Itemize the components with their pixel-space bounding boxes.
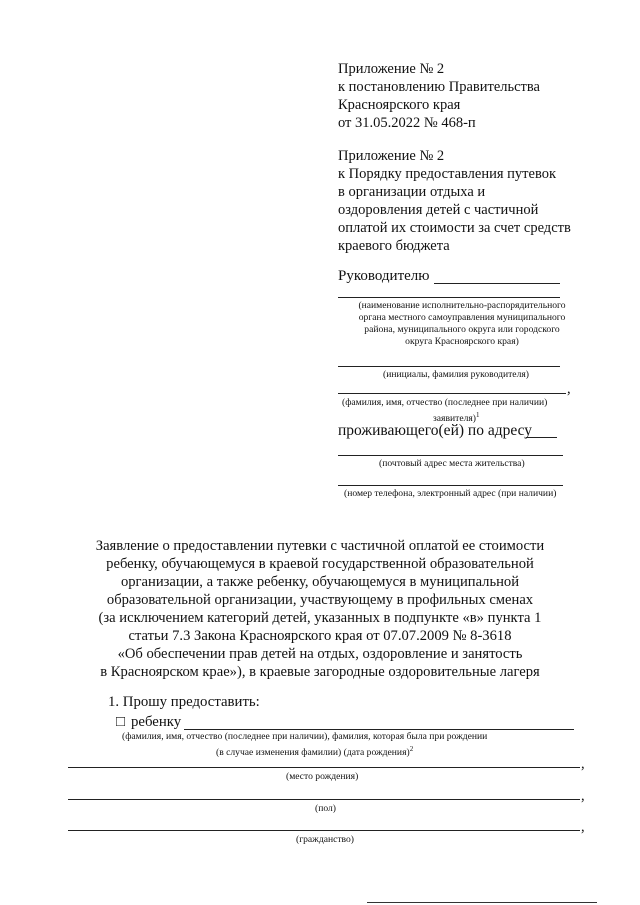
- appendix-line: оздоровления детей с частичной: [338, 202, 539, 218]
- applicant-caption: (фамилия, имя, отчество (последнее при наличии): [342, 397, 548, 408]
- title-line: Заявление о предоставлении путевки с частичной оплатой ее стоимости: [95, 538, 545, 554]
- address-inline-field[interactable]: [526, 437, 557, 438]
- contact-caption: (номер телефона, электронный адрес (при наличии): [344, 488, 557, 499]
- comma: ,: [581, 788, 585, 804]
- appendix-line: Приложение № 2: [338, 148, 445, 164]
- applicant-name-field[interactable]: [338, 393, 566, 394]
- appendix-line: Приложение № 2: [338, 61, 445, 77]
- checkbox-icon[interactable]: □: [116, 714, 126, 730]
- sex-field[interactable]: [68, 799, 580, 800]
- birthplace-caption: (место рождения): [286, 771, 359, 782]
- org-caption-line: (наименование исполнительно-распорядительного: [358, 300, 566, 311]
- head-caption: (инициалы, фамилия руководителя): [383, 369, 529, 380]
- head-label: Руководителю: [338, 268, 430, 284]
- appendix-line: оплатой их стоимости за счет средств: [338, 220, 571, 236]
- sex-caption: (пол): [315, 803, 336, 814]
- child-caption: (фамилия, имя, отчество (последнее при наличии), фамилия, которая была при рождении: [122, 731, 488, 742]
- org-caption-line: органа местного самоуправления муниципального: [358, 312, 566, 323]
- address-caption: (почтовый адрес места жительства): [379, 458, 525, 469]
- address-field[interactable]: [338, 455, 563, 456]
- footnote-separator: [367, 902, 597, 903]
- appendix-line: от 31.05.2022 № 468-п: [338, 115, 476, 131]
- appendix-line: к Порядку предоставления путевок: [338, 166, 556, 182]
- appendix-line: к постановлению Правительства: [338, 79, 540, 95]
- title-line: образовательной организации, участвующему в профильных сменах: [106, 592, 534, 608]
- title-line: «Об обеспечении прав детей на отдых, оздоровление и занятость: [117, 646, 523, 662]
- org-caption-line: района, муниципального округа или городского: [364, 324, 560, 335]
- title-line: ребенку, обучающемуся в краевой государственной образовательной: [106, 556, 534, 572]
- birthplace-field[interactable]: [68, 767, 580, 768]
- child-caption: (в случае изменения фамилии) (дата рождения)$^2$: [216, 745, 414, 759]
- applicant-caption: заявителя)$^1$: [433, 411, 480, 425]
- appendix-line: Красноярского края: [338, 97, 461, 113]
- appendix-line: в организации отдыха и: [338, 184, 486, 200]
- item-1-heading: 1. Прошу предоставить:: [108, 694, 260, 710]
- comma: ,: [581, 756, 585, 772]
- contact-field[interactable]: [338, 485, 563, 486]
- head-initials-field[interactable]: [338, 366, 560, 367]
- appendix-line: краевого бюджета: [338, 238, 450, 254]
- citizenship-field[interactable]: [68, 830, 580, 831]
- comma: ,: [567, 381, 571, 397]
- org-name-field[interactable]: [338, 297, 560, 298]
- child-label: ребенку: [131, 714, 182, 730]
- title-line: статьи 7.3 Закона Красноярского края от 07.07.2009 № 8-3618: [128, 628, 512, 644]
- comma: ,: [581, 819, 585, 835]
- title-line: организации, а также ребенку, обучающемуся в муниципальной: [120, 574, 520, 590]
- head-name-field[interactable]: [434, 283, 560, 284]
- citizenship-caption: (гражданство): [296, 834, 354, 845]
- title-line: (за исключением категорий детей, указанных в подпункте «в» пункта 1: [98, 610, 542, 626]
- residing-label: проживающего(ей) по адресу: [338, 422, 533, 439]
- child-name-field[interactable]: [184, 729, 574, 730]
- title-line: в Красноярском крае»), в краевые загородные оздоровительные лагеря: [100, 664, 540, 680]
- org-caption-line: округа Красноярского края): [405, 336, 519, 347]
